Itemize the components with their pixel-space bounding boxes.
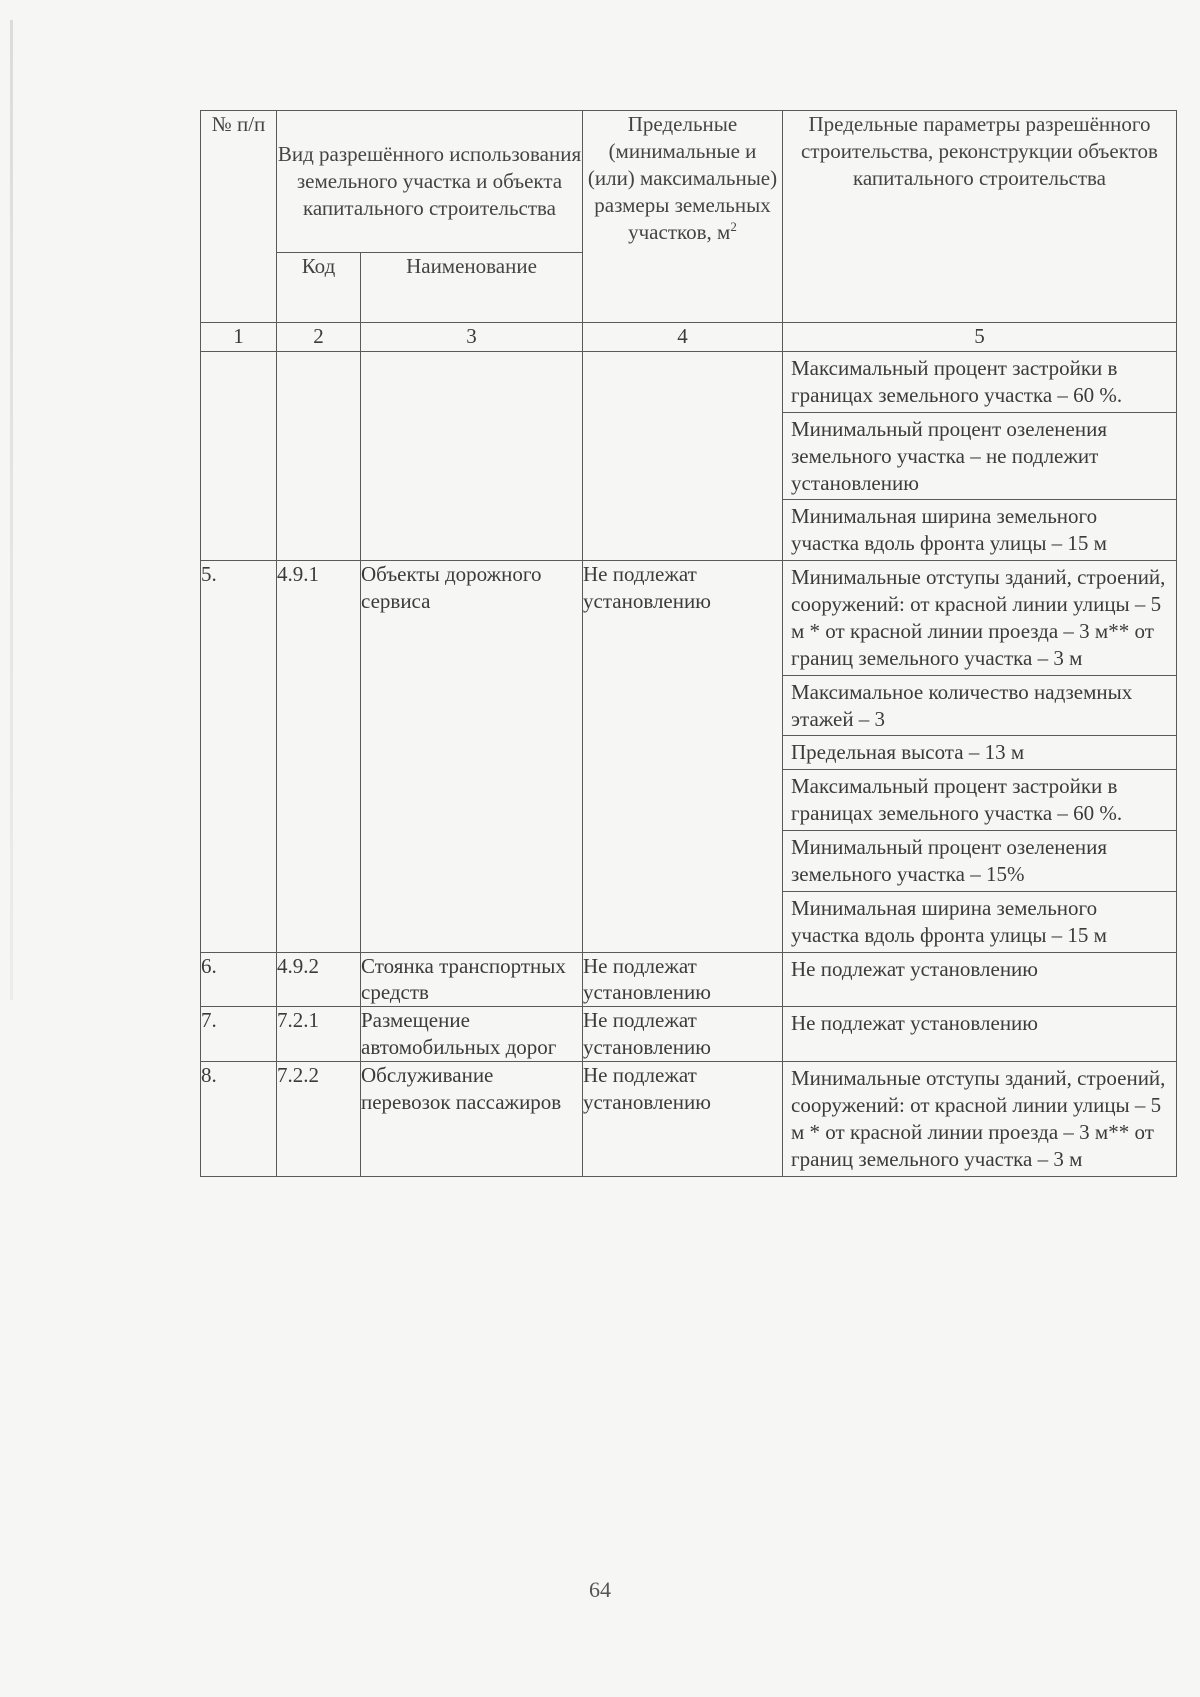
header-vid: Вид разрешённого использования земельного участка и объекта капитального строительства [277, 111, 583, 253]
table-row [201, 561, 1177, 952]
column-number: 2 [277, 323, 361, 352]
param-item: Минимальные отступы зданий, строений, сооружений: от красной линии улицы – 5 м * от красной линии проезда – 3 м** от границ земельного участка – 3 м [791, 1066, 1166, 1171]
header-sizes-sup: 2 [730, 218, 737, 234]
row-num: 7. [201, 1007, 277, 1062]
row-name: Размещение автомобильных дорог [361, 1007, 583, 1062]
row-params-cell [783, 1007, 1177, 1062]
header-sizes [583, 111, 783, 323]
param-item: Минимальная ширина земельного участка вдоль фронта улицы – 15 м [791, 895, 1107, 947]
header-name: Наименование [361, 253, 583, 323]
row-params-cell [783, 1062, 1177, 1177]
row-num-cell [201, 352, 277, 561]
row-num: 8. [201, 1062, 277, 1177]
param-item: Максимальное количество надземных этажей – 3 [783, 676, 1176, 737]
column-number: 1 [201, 323, 277, 352]
header-num: № п/п [201, 111, 277, 323]
row-name: Объекты дорожного сервиса [361, 561, 583, 952]
header-kod: Код [277, 253, 361, 323]
table-row-continuation [201, 352, 1177, 561]
row-code: 7.2.1 [277, 1007, 361, 1062]
row-params-cell [783, 952, 1177, 1007]
column-number: 5 [783, 323, 1177, 352]
header-row [201, 111, 1177, 253]
row-num: 5. [201, 561, 277, 952]
row-code: 4.9.2 [277, 952, 361, 1007]
param-item: Максимальный процент застройки в границах земельного участка – 60 %. [783, 770, 1176, 831]
row-sizes: Не подлежат установлению [583, 952, 783, 1007]
row-params-cell [783, 561, 1177, 952]
row-sizes: Не подлежат установлению [583, 1007, 783, 1062]
column-number-row [201, 323, 1177, 352]
param-item: Минимальные отступы зданий, строений, сооружений: от красной линии улицы – 5 м * от красной линии проезда – 3 м** от границ земельного участка – 3 м [783, 561, 1176, 676]
row-sizes-cell [583, 352, 783, 561]
param-item: Не подлежат установлению [791, 956, 1038, 981]
param-item: Максимальный процент застройки в границах земельного участка – 60 %. [783, 352, 1176, 413]
table-row [201, 952, 1177, 1007]
row-code: 4.9.1 [277, 561, 361, 952]
row-num: 6. [201, 952, 277, 1007]
row-code-cell [277, 352, 361, 561]
param-item: Минимальный процент озеленения земельного участка – не подлежит установлению [783, 413, 1176, 501]
regulations-table [200, 110, 1177, 1177]
param-item: Минимальный процент озеленения земельного участка – 15% [783, 831, 1176, 892]
param-item: Предельная высота – 13 м [783, 736, 1176, 770]
header-sizes-text: Предельные (минимальные и (или) максимальные) размеры земельных участков, м [587, 112, 778, 244]
row-sizes: Не подлежат установлению [583, 561, 783, 952]
header-params: Предельные параметры разрешённого строительства, реконструкции объектов капитального строительства [783, 111, 1177, 323]
row-params-cell [783, 352, 1177, 561]
param-item: Не подлежат установлению [791, 1011, 1038, 1036]
table-row [201, 1007, 1177, 1062]
column-number: 3 [361, 323, 583, 352]
row-code: 7.2.2 [277, 1062, 361, 1177]
row-name: Обслуживание перевозок пассажиров [361, 1062, 583, 1177]
table-row [201, 1062, 1177, 1177]
row-name: Стоянка транспортных средств [361, 952, 583, 1007]
row-sizes: Не подлежат установлению [583, 1062, 783, 1177]
column-number: 4 [583, 323, 783, 352]
param-item: Минимальная ширина земельного участка вдоль фронта улицы – 15 м [791, 504, 1107, 556]
scan-edge [10, 20, 13, 1000]
row-name-cell [361, 352, 583, 561]
page-number: 64 [589, 1577, 611, 1602]
